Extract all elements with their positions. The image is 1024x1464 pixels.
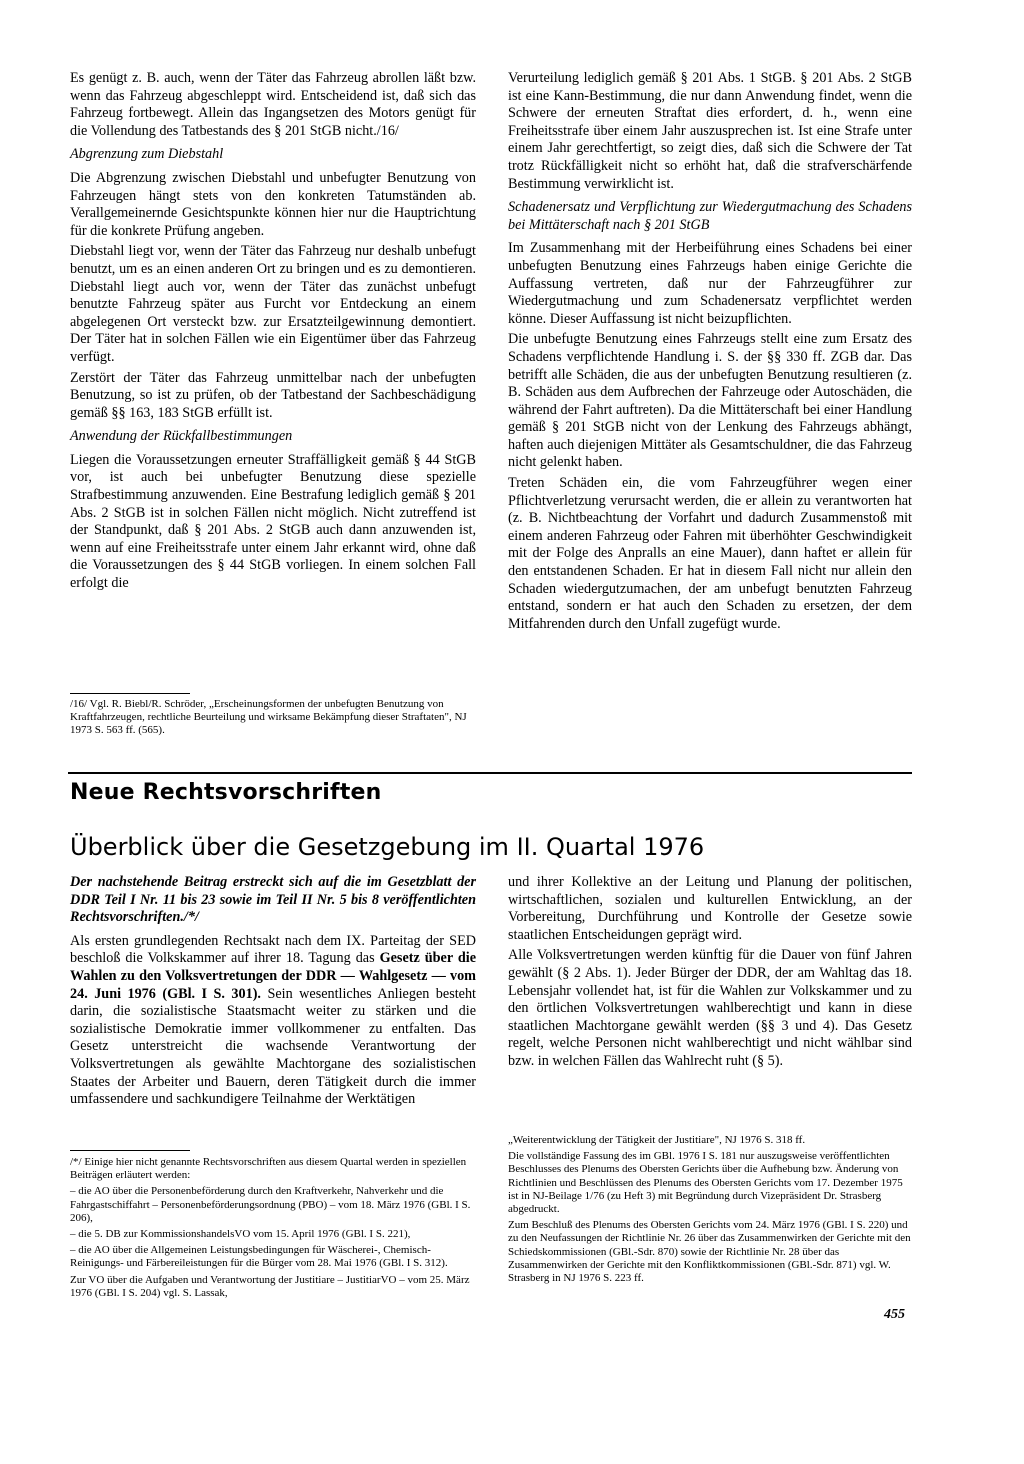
subheading: Anwendung der Rückfallbestimmungen <box>70 428 293 445</box>
article-lead: Der nachstehende Beitrag erstreckt sich auf die im Gesetzblatt der DDR Teil I Nr. 11 bis 23 sowie im Teil II Nr. 5 bis 8 veröffentlichten Rechtsvorschriften./*/ <box>70 874 476 926</box>
paragraph: und ihrer Kollektive an der Leitung und Planung der politischen, wirtschaftlichen, sozialen und kulturellen Entwicklung, an der Vorbereitung, Durchführung und Kontrolle der Gesetze sowie staatlichen Entscheidungen geprägt wird. <box>508 874 912 943</box>
paragraph: Zerstört der Täter das Fahrzeug unmittelbar nach der unbefugten Benutzung, so ist zu prüfen, ob der Tatbestand der Sachbeschädigung gemäß §§ 163, 183 StGB erfüllt ist. <box>70 369 476 421</box>
left-column-upper <box>70 70 476 596</box>
law-reference: Gesetz über die Wahlen zu den Volksvertretungen der DDR — Wahlgesetz — vom 24. Juni 1976 (GBl. I S. 301). <box>70 950 476 1002</box>
paragraph: Alle Volksvertretungen werden künftig für die Dauer von fünf Jahren gewählt (§ 2 Abs. 1). Jeder Bürger der DDR, der am Wahltag das 18. Lebensjahr vollendet hat, ist für die Wahlen zur Volkskammer und zu den örtlichen Volksvertretungen wahlberechtigt und kann in diese staatlichen Machtorgane gewählt werden (§§ 3 und 4). Das Gesetz regelt, welche Personen nicht wahlberechtigt und nicht wählbar sind bzw. in welchen Fällen das Wahlrecht ruht (§ 5). <box>508 947 912 1069</box>
footnote-16 <box>70 698 476 741</box>
footnote-text: „Weiterentwicklung der Tätigkeit der Justitiare", NJ 1976 S. 318 ff. <box>508 1134 806 1146</box>
paragraph: Treten Schäden ein, die vom Fahrzeugführer wegen einer Pflichtverletzung verursacht werden, die er allein zu verantworten hat (z. B. Nichtbeachtung der Vorfahrt und dadurch Zusammenstoß mit einem anderen Fahrzeug oder Fahren mit überhöhter Geschwindigkeit mit der Folge des Anpralls an eine Mauer), dann haftet er allein für den entstandenen Schaden. Er hat in diesem Fall nicht nur allein den Schaden wiedergutzumachen, der am unbefugt benutzten Fahrzeug entstand, sondern er hat auch den Schaden zu ersetzen, der dem Mitfahrenden durch den Unfall zugefügt wurde. <box>508 475 912 632</box>
right-column-upper <box>508 70 912 636</box>
paragraph <box>70 933 476 1109</box>
paragraph: Im Zusammenhang mit der Herbeiführung eines Schadens bei einer unbefugten Benutzung eines Fahrzeugs haben einige Gerichte die Auffassung vertreten, daß nur der Fahrzeugführer zur Wiedergutmachung und zum Schadenersatz verpflichtet werden könne. Dieser Auffassung ist nicht beizupflichten. <box>508 240 912 327</box>
paragraph: Es genügt z. B. auch, wenn der Täter das Fahrzeug abrollen läßt bzw. wenn das Fahrzeug abgeschleppt wird. Entscheidend ist, daß sich das Fahrzeug fortbewegt. Allein das Ingangsetzen des Motors genügt für die Vollendung des Tatbestands des § 201 StGB nicht./16/ <box>70 70 476 139</box>
text-run: Als ersten grundlegenden Rechtsakt nach dem IX. Parteitag der SED beschloß die Volkskammer auf ihrer 18. Tagung das <box>70 932 476 967</box>
article-left-column <box>70 874 476 1112</box>
footnote-text: Die vollständige Fassung des im GBl. 1976 I S. 181 nur auszugsweise veröffentlichten Beschlusses des Plenums des Obersten Gerichts über die Aufhebung bzw. Änderung von Richtlinien und Beschlüssen des Plenums des Obersten Gerichts vom 17. Dezember 1975 ist in NJ-Beilage 1/76 (zu Heft 3) mit Begründung durch Vizepräsident Dr. Strasberg abgedruckt. <box>508 1150 903 1216</box>
paragraph: Liegen die Voraussetzungen erneuter Straffälligkeit gemäß § 44 StGB vor, ist auch bei unbefugter Benutzung diese spezielle Strafbestimmung anzuwenden. Eine Bestrafung lediglich gemäß § 201 Abs. 2 StGB ist in solchen Fällen nicht möglich. Nicht zutreffend ist der Standpunkt, daß § 201 Abs. 2 StGB auch dann anzuwenden ist, wenn auf eine Freiheitsstrafe unter einem Jahr erkannt wird, ohne daß die Voraussetzungen des § 44 StGB vorliegen. In einem solchen Fall erfolgt die <box>70 451 476 592</box>
section-title: Neue Rechtsvorschriften <box>70 780 382 805</box>
article-right-column <box>508 874 912 1074</box>
paragraph: Die Abgrenzung zwischen Diebstahl und unbefugter Benutzung von Fahrzeugen hängt stets von den konkreten Tatumständen ab. Verallgemeinernde Gesichtspunkte können hier nur die Hauptrichtung für die konkrete Prüfung angeben. <box>70 169 476 239</box>
footnote-text: Zum Beschluß des Plenums des Obersten Gerichts vom 24. März 1976 (GBl. I S. 220) und zu den Neufassungen der Richtlinie Nr. 26 über das Zusammenwirken der Gerichte mit den Schiedskommissionen (GBl.-Sdr. 870) sowie der Richtlinie Nr. 28 über das Zusammenwirken der Gerichte mit den Konfliktkommissionen (GBl.-Sdr. 871) vgl. W. Strasberg in NJ 1976 S. 223 ff. <box>508 1219 911 1285</box>
footnote-item: – die AO über die Allgemeinen Leistungsbedingungen für Wäscherei-, Chemisch-Reinigungs- und Färbereileistungen für die Bürger vom 28. Mai 1976 (GBl. I S. 312). <box>70 1244 448 1270</box>
footnote-text: Zur VO über die Aufgaben und Verantwortung der Justitiare – JustitiarVO – vom 25. März 1976 (GBl. I S. 204) vgl. S. Lassak, <box>70 1273 470 1299</box>
paragraph: Diebstahl liegt vor, wenn der Täter das Fahrzeug nur deshalb unbefugt benutzt, um es an einen anderen Ort zu bringen und es zu demontieren. Diebstahl liegt auch vor, wenn der Täter das zunächst unbefugt benutzte Fahrzeug später aus Furcht vor Entdeckung an einem abgelegenen Ort versteckt bzw. zur Ersatzteilgewinnung demontiert. Der Täter hat in solchen Fällen wie ein Eigentümer über das Fahrzeug verfügt. <box>70 243 476 365</box>
paragraph: Die unbefugte Benutzung eines Fahrzeugs stellt eine zum Ersatz des Schadens verpflichtende Handlung i. S. der §§ 330 ff. ZGB dar. Das betrifft alle Schäden, die aus der unbefugten Benutzung resultieren (z. B. Schäden aus dem Aufbrechen der Fahrzeuge oder Autoschäden, die während der Fahrt auftreten). Da die Mittäterschaft bei einer Handlung gemäß § 201 StGB nicht von der Lenkung des Fahrzeugs abhängt, haften auch diejenigen Mittäter als Gesamtschuldner, die das Fahrzeug nicht gelenkt haben. <box>508 331 912 471</box>
footnote-item: – die 5. DB zur KommissionshandelsVO vom 15. April 1976 (GBl. I S. 221), <box>70 1228 411 1241</box>
section-rule <box>68 772 912 774</box>
footnotes-right <box>508 1134 912 1288</box>
footnote-star <box>70 1156 476 1303</box>
footnote-text: /*/ Einige hier nicht genannte Rechtsvorschriften aus diesem Quartal werden in speziellen Beiträgen erläutert werden: <box>70 1156 467 1182</box>
footnote-divider <box>70 1150 190 1151</box>
article-title: Überblick über die Gesetzgebung im II. Quartal 1976 <box>70 833 705 861</box>
subheading: Abgrenzung zum Diebstahl <box>70 146 224 163</box>
paragraph: Verurteilung lediglich gemäß § 201 Abs. 1 StGB. § 201 Abs. 2 StGB ist eine Kann-Bestimmung, die nur dann Anwendung findet, wenn die Schwere der erneuten Straftat dies erfordert, d. h., wenn eine Freiheitsstrafe über einem Jahr auszusprechen ist. Ist eine Strafe unter einem Jahr gerechtfertigt, so zeigt dies, daß sich die Schwere der Tat trotz Rückfälligkeit nicht so erhöht hat, daß die strafverschärfende Bestimmung verwirklicht ist. <box>508 70 912 192</box>
subheading: Schadenersatz und Verpflichtung zur Wiedergutmachung des Schadens bei Mittäterschaft nach § 201 StGB <box>508 199 912 233</box>
page-number: 455 <box>884 1307 905 1322</box>
footnote-text: /16/ Vgl. R. Biebl/R. Schröder, „Erscheinungsformen der unbefugten Benutzung von Kraftfahrzeugen, rechtliche Beurteilung und wirksame Bekämpfung dieser Straftaten", NJ 1973 S. 563 ff. (565). <box>70 698 467 737</box>
text-run: Sein wesentliches Anliegen besteht darin, die sozialistische Staatsmacht weiter zu stärken und die sozialistische Demokratie immer vollkommener zu entfalten. Das Gesetz unterstreicht die wachsende Verantwortung der Volksvertretungen als gewählte Machtorgane des sozialistischen Staates der Arbeiter und Bauern, deren Tätigkeit durch die immer umfassendere und sachkundigere Teilnahme der Werktätigen <box>70 985 476 1108</box>
footnote-divider <box>70 693 190 694</box>
footnote-item: – die AO über die Personenbeförderung durch den Kraftverkehr, Nahverkehr und die Fahrgastschiffahrt – Personenbeförderungsordnung (PBO) – vom 18. März 1976 (GBl. I S. 206), <box>70 1185 471 1224</box>
